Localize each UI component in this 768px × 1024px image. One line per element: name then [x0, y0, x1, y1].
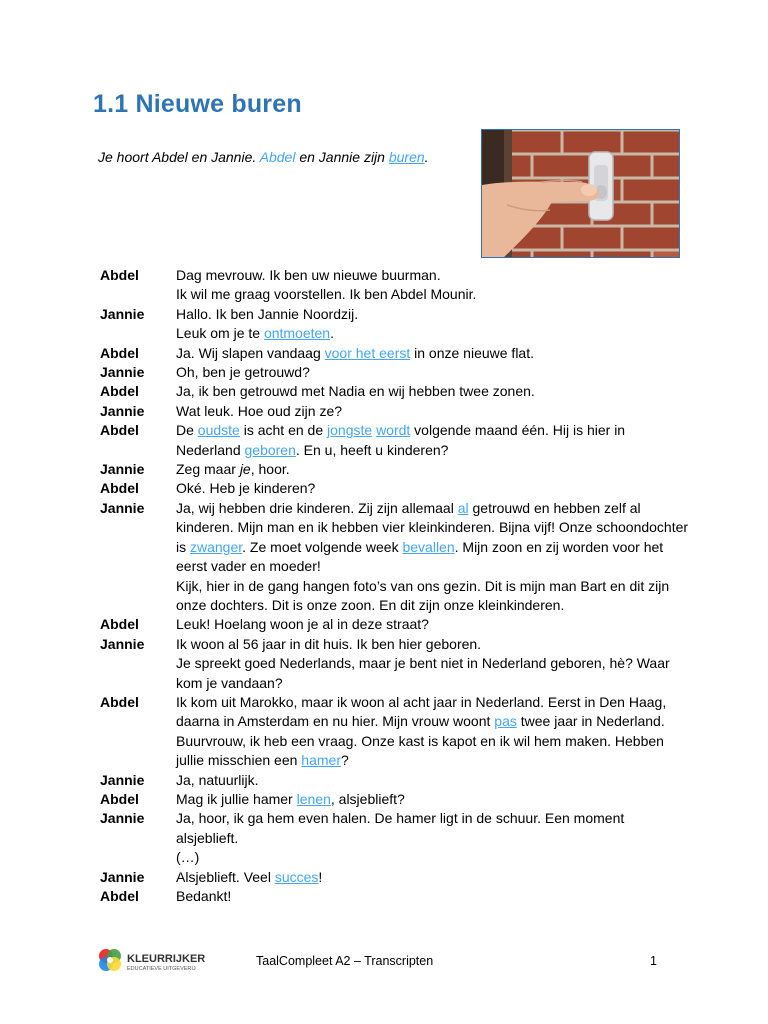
text-fragment: Bedankt! [176, 888, 232, 904]
speaker-name: Abdel [100, 383, 139, 400]
vocabulary-link[interactable]: zwanger [190, 538, 243, 555]
vocabulary-link[interactable]: buren [388, 149, 425, 165]
text-fragment: Ja, ik ben getrouwd met Nadia en wij hebben twee zonen. [176, 383, 535, 400]
page-title: 1.1 Nieuwe buren [93, 90, 302, 118]
vocabulary-link[interactable]: jongste [327, 422, 373, 439]
speaker-name: Abdel [100, 790, 139, 807]
speaker-name: Abdel [100, 480, 139, 497]
vocabulary-link[interactable]: lenen [296, 790, 331, 807]
text-fragment: is acht en de [239, 422, 328, 439]
text-fragment: en Jannie zijn [295, 149, 389, 165]
text-fragment: Dag mevrouw. Ik ben uw nieuwe buurman. [176, 267, 441, 283]
text-fragment: Leuk! Hoelang woon je al in deze straat? [176, 616, 429, 633]
dialogue-line [100, 809, 690, 848]
vocabulary-link[interactable]: voor het eerst [324, 344, 411, 361]
dialogue-line [100, 790, 690, 809]
vocabulary-link[interactable]: succes [274, 868, 319, 885]
emphasis-text: je [239, 461, 251, 478]
vocabulary-link[interactable]: wordt [376, 422, 411, 439]
dialogue-line [100, 635, 690, 654]
dialogue-line [100, 421, 690, 460]
text-fragment: Ja. Wij slapen vandaag [176, 344, 325, 361]
page-footer [0, 946, 768, 980]
dialogue-line [100, 868, 690, 887]
dialogue-line [100, 887, 690, 906]
text-fragment: getrouwd en hebben zelf al kinderen. Mijn man en ik hebben vier kleinkinderen. Bijna vijf! Onze schoondochter is [176, 499, 689, 555]
text-fragment: , alsjeblieft? [330, 790, 405, 807]
dialogue-line [100, 285, 690, 304]
text-fragment: (…) [176, 849, 200, 866]
speaker-name [100, 285, 176, 304]
text-fragment: Buurvrouw, ik heb een vraag. Onze kast is kapot en ik wil hem maken. Hebben jullie misschien een [176, 732, 664, 769]
text-fragment: Kijk, hier in de gang hangen foto’s van ons gezin. Dit is mijn man Bart en dit zijn onze dochters. Dit is onze zoon. En dit zijn onze kleinkinderen. [176, 577, 670, 613]
line-text [176, 790, 690, 809]
vocabulary-link[interactable]: hamer [301, 752, 341, 769]
speaker-name: Abdel [100, 888, 139, 904]
dialogue-line [100, 654, 690, 693]
text-fragment: volgende maand één. Hij is hier in Nederland [176, 422, 626, 458]
text-fragment: Ja, wij hebben drie kinderen. Zij zijn allemaal [176, 499, 458, 516]
speaker-name: Jannie [100, 402, 145, 419]
line-text [176, 635, 690, 654]
line-text [176, 421, 690, 460]
line-text [176, 887, 690, 906]
dialogue-line [100, 771, 690, 790]
dialogue-line [100, 382, 690, 401]
logo-text: KLEURRIJKER [127, 953, 206, 965]
speaker-name: Abdel [100, 267, 139, 283]
vocabulary-link[interactable]: geboren [244, 441, 296, 458]
line-text [176, 499, 690, 577]
speaker-name [100, 848, 176, 867]
kleurrijker-logo [97, 946, 207, 976]
text-fragment: . [424, 149, 429, 165]
vocabulary-link[interactable]: al [457, 499, 469, 516]
speaker-name: Jannie [100, 810, 145, 827]
vocabulary-link[interactable]: oudste [197, 422, 240, 439]
line-text [176, 402, 690, 421]
line-text [176, 266, 690, 285]
speaker-name: Jannie [100, 771, 145, 788]
line-text [176, 809, 690, 848]
text-fragment: Ja, natuurlijk. [176, 771, 259, 788]
vocabulary-link[interactable]: bevallen [402, 538, 455, 555]
line-text [176, 479, 690, 498]
text-fragment: Ik kom uit Marokko, maar ik woon al acht jaar in Nederland. Eerst in Den Haag, daarna in Amsterdam en nu hier. Mijn vrouw woont [176, 693, 667, 730]
dialogue-line [100, 266, 690, 285]
dialogue-line [100, 402, 690, 421]
dialogue-line [100, 848, 690, 867]
line-text [176, 285, 690, 304]
line-text [176, 693, 690, 732]
dialogue-line [100, 499, 690, 577]
speaker-name: Abdel [100, 616, 139, 633]
text-fragment: in onze nieuwe flat. [410, 344, 534, 361]
line-text [176, 615, 690, 634]
text-fragment: Leuk om je te [176, 325, 264, 342]
text-fragment: twee jaar in Nederland. [516, 713, 665, 730]
speaker-name [100, 577, 176, 616]
speaker-name: Jannie [100, 499, 145, 516]
text-fragment: , hoor. [250, 461, 290, 478]
line-text [176, 305, 690, 324]
doorbell-photo [481, 129, 680, 258]
dialogue-line [100, 615, 690, 634]
text-fragment: Zeg maar [176, 461, 240, 478]
logo-subtext: EDUCATIEVE UITGEVERIJ [127, 966, 196, 972]
line-text [176, 848, 690, 867]
intro-text [98, 149, 429, 165]
dialogue-line [100, 324, 690, 343]
vocabulary-link[interactable]: pas [494, 713, 517, 730]
text-fragment: ? [340, 752, 349, 769]
text-fragment: Hallo. Ik ben Jannie Noordzij. [176, 305, 359, 322]
dialogue-line [100, 577, 690, 616]
line-text [176, 771, 690, 790]
speaker-name: Jannie [100, 868, 145, 885]
vocabulary-link[interactable]: Abdel [259, 149, 296, 165]
line-text [176, 654, 690, 693]
text-fragment: Je hoort Abdel en Jannie. [98, 149, 260, 165]
line-text [176, 732, 690, 771]
dialogue-line [100, 344, 690, 363]
page-number: 1 [650, 954, 657, 968]
text-fragment: . [330, 325, 334, 342]
speaker-name [100, 324, 176, 343]
dialogue-line [100, 460, 690, 479]
text-fragment: . Mijn zoon en zij worden voor het eerst vader en moeder! [176, 538, 664, 575]
text-fragment: Je spreekt goed Nederlands, maar je bent niet in Nederland geboren, hè? Waar kom je vandaan? [176, 655, 670, 691]
footer-title: TaalCompleet A2 – Transcripten [256, 954, 434, 968]
vocabulary-link[interactable]: ontmoeten [263, 325, 331, 342]
line-text [176, 363, 690, 382]
text-fragment: . Ze moet volgende week [242, 538, 403, 555]
text-fragment: Oké. Heb je kinderen? [176, 480, 316, 497]
dialogue-line [100, 732, 690, 771]
text-fragment: Wat leuk. Hoe oud zijn ze? [176, 402, 343, 419]
text-fragment: Ik wil me graag voorstellen. Ik ben Abdel Mounir. [176, 286, 477, 303]
dialogue-line [100, 693, 690, 732]
speaker-name: Jannie [100, 364, 145, 381]
speaker-name: Jannie [100, 461, 145, 478]
text-fragment: Ja, hoor, ik ga hem even halen. De hamer ligt in de schuur. Een moment alsjeblieft. [176, 810, 625, 846]
text-fragment: ! [318, 868, 323, 885]
dialogue-line [100, 479, 690, 498]
line-text [176, 460, 690, 479]
text-fragment: Alsjeblieft. Veel [176, 868, 275, 885]
speaker-name: Abdel [100, 344, 139, 361]
text-fragment: Ik woon al 56 jaar in dit huis. Ik ben hier geboren. [176, 635, 482, 652]
dialogue-line [100, 305, 690, 324]
speaker-name [100, 732, 176, 771]
line-text [176, 324, 690, 343]
line-text [176, 577, 690, 616]
text-fragment: . En u, heeft u kinderen? [295, 441, 449, 458]
speaker-name: Jannie [100, 305, 145, 322]
text-fragment: Mag ik jullie hamer [176, 790, 297, 807]
text-fragment: Oh, ben je getrouwd? [176, 364, 310, 381]
line-text [176, 382, 690, 401]
speaker-name: Abdel [100, 422, 139, 439]
speaker-name: Jannie [100, 635, 145, 652]
speaker-name [100, 654, 176, 693]
line-text [176, 868, 690, 887]
dialogue-line [100, 363, 690, 382]
line-text [176, 344, 690, 363]
text-fragment: De [176, 422, 198, 439]
speaker-name: Abdel [100, 693, 139, 710]
dialogue-transcript [100, 266, 690, 906]
